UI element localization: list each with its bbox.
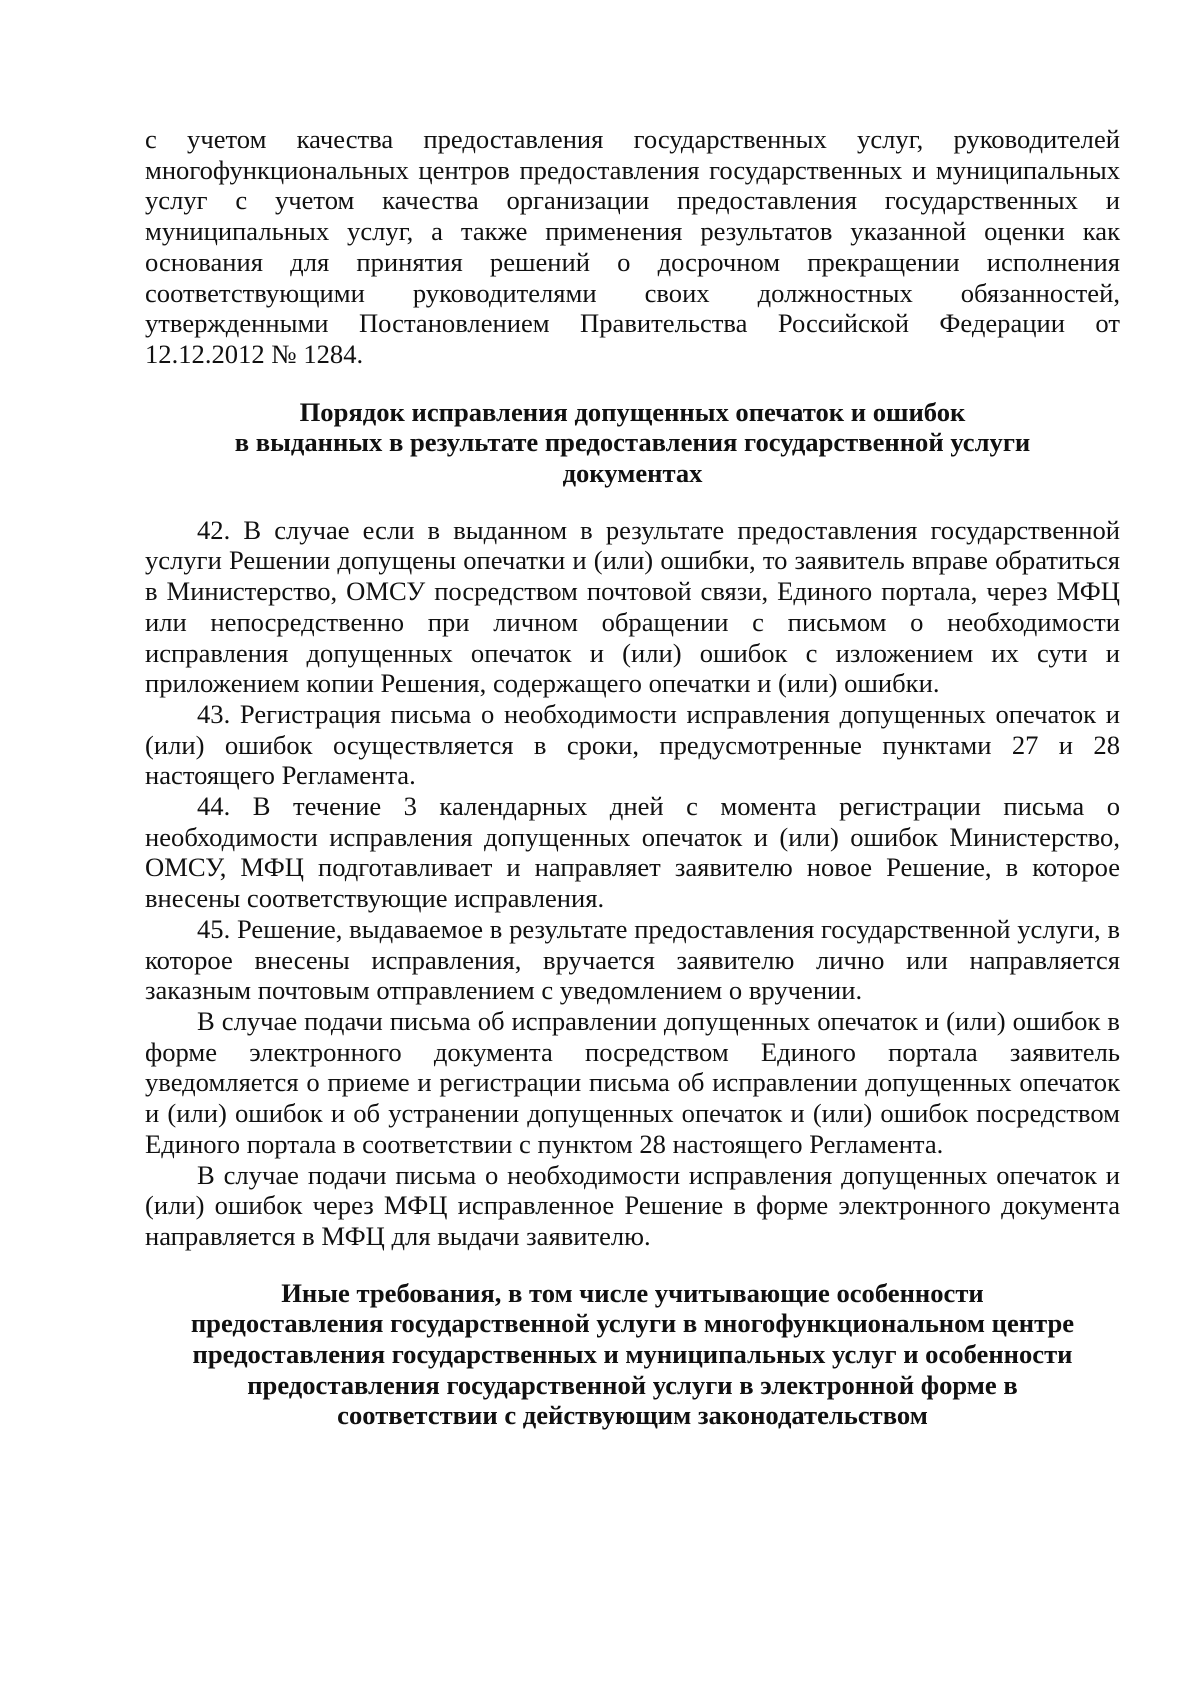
heading-line: в выданных в результате предоставления государственной услуги [234, 427, 1031, 458]
heading-line: соответствии с действующим законодательством [337, 1400, 928, 1431]
heading-line: документах [562, 458, 703, 489]
heading-line: Иные требования, в том числе учитывающие особенности [281, 1277, 984, 1308]
paragraph-mfc-notice: В случае подачи письма о необходимости исправления допущенных опечаток и (или) ошибок через МФЦ исправленное Решение в форме электронного документа направляется в МФЦ для выдачи заявителю. [145, 1159, 1120, 1251]
spacer [145, 489, 1120, 515]
spacer [145, 370, 1120, 397]
paragraph-44: 44. В течение 3 календарных дней с момента регистрации письма о необходимости исправления допущенных опечаток и (или) ошибок Министерство, ОМСУ, МФЦ подготавливает и направляет заявителю новое Решение, в которое внесены соответствующие исправления. [145, 791, 1120, 914]
heading-line: предоставления государственной услуги в электронной форме в [247, 1369, 1018, 1400]
paragraph-electronic-notice: В случае подачи письма об исправлении допущенных опечаток и (или) ошибок в форме электронного документа посредством Единого портала заявитель уведомляется о приеме и регистрации письма об исправлении допущенных опечаток и (или) ошибок и об устранении допущенных опечаток и (или) ошибок посредством Единого портала в соответствии с пунктом 28 настоящего Регламента. [145, 1005, 1120, 1159]
heading-line: Порядок исправления допущенных опечаток и ошибок [299, 396, 966, 427]
paragraph-43: 43. Регистрация письма о необходимости исправления допущенных опечаток и (или) ошибок осуществляется в сроки, предусмотренные пунктами 27 и 28 настоящего Регламента. [145, 698, 1120, 791]
paragraph-45: 45. Решение, выдаваемое в результате предоставления государственной услуги, в которое внесены исправления, вручается заявителю лично или направляется заказным почтовым отправлением с уведомлением о вручении. [145, 913, 1120, 1006]
document-body [145, 124, 1120, 1431]
heading-line: предоставления государственной услуги в многофункциональном центре [190, 1308, 1075, 1339]
spacer [145, 1252, 1120, 1278]
section-heading-corrections [145, 397, 1120, 489]
section-heading-other-requirements [145, 1278, 1120, 1432]
intro-paragraph: с учетом качества предоставления государственных услуг, руководителей многофункциональных центров предоставления государственных и муниципальных услуг с учетом качества организации предоставления государственных и муниципальных услуг, а также применения результатов указанной оценки как основания для принятия решений о досрочном прекращении исполнения соответствующими руководителями своих должностных обязанностей, утвержденными Постановлением Правительства Российской Федерации от 12.12.2012 № 1284. [145, 124, 1120, 369]
heading-line: предоставления государственных и муниципальных услуг и особенности [192, 1339, 1073, 1370]
paragraph-42: 42. В случае если в выданном в результате предоставления государственной услуги Решении допущены опечатки и (или) ошибки, то заявитель вправе обратиться в Министерство, ОМСУ посредством почтовой связи, Единого портала, через МФЦ или непосредственно при личном обращении с письмом о необходимости исправления допущенных опечаток и (или) ошибок с изложением их сути и приложением копии Решения, содержащего опечатки и (или) ошибки. [145, 514, 1120, 699]
